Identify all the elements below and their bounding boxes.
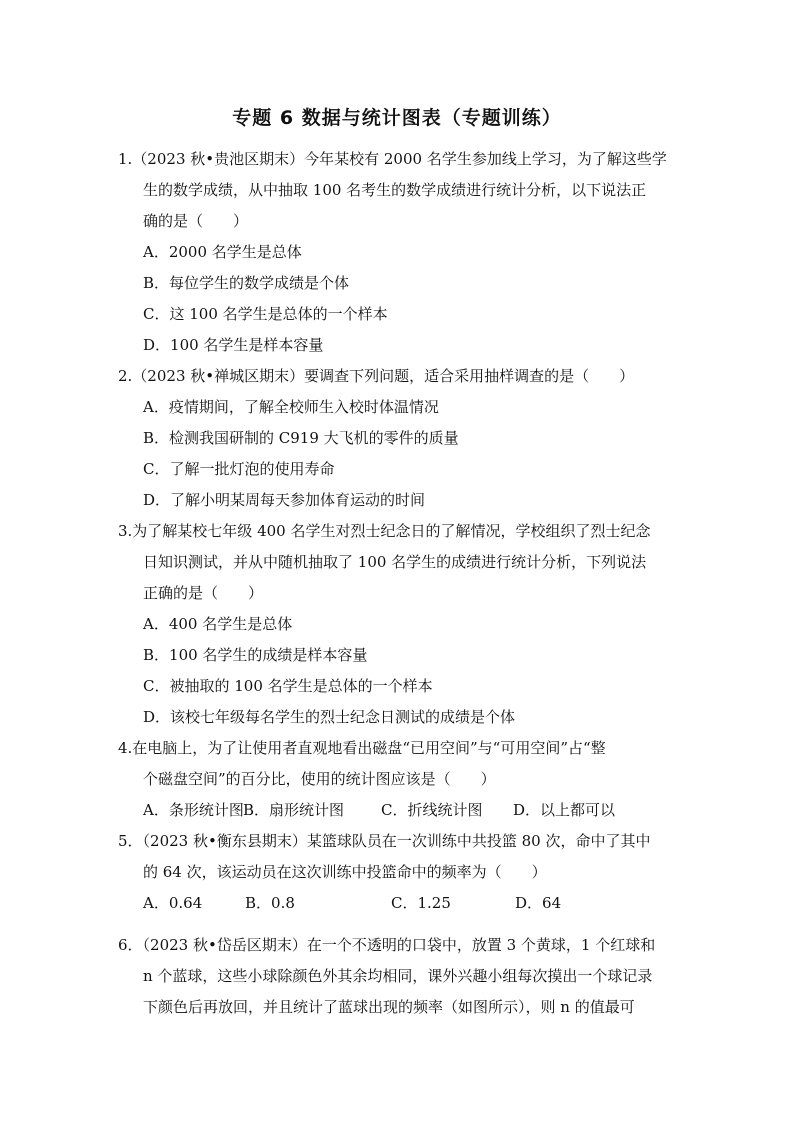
question-1-stem-line-1: 1.（2023 秋•贵池区期末）今年某校有 2000 名学生参加线上学习，为了解这些学 bbox=[118, 150, 667, 168]
question-2-option-d: D．了解小明某周每天参加体育运动的时间 bbox=[143, 491, 426, 509]
question-5 bbox=[118, 826, 684, 919]
question-5-stem-line-2: 的 64 次，该运动员在这次训练中投篮命中的频率为（ ） bbox=[143, 863, 547, 881]
question-1-stem-line-2: 生的数学成绩，从中抽取 100 名考生的数学成绩进行统计分析，以下说法正 bbox=[143, 181, 647, 199]
question-2 bbox=[118, 361, 684, 516]
question-1 bbox=[118, 144, 684, 361]
question-2-option-c: C．了解一批灯泡的使用寿命 bbox=[143, 460, 335, 478]
question-3-option-c: C．被抽取的 100 名学生是总体的一个样本 bbox=[143, 677, 433, 695]
question-4-stem-line-2: 个磁盘空间”的百分比，使用的统计图应该是（ ） bbox=[143, 770, 496, 788]
question-1-option-a: A．2000 名学生是总体 bbox=[143, 243, 302, 261]
question-list bbox=[118, 144, 684, 1023]
question-4-option-d: D．以上都可以 bbox=[513, 801, 616, 819]
question-5-option-a: A．0.64 bbox=[143, 894, 203, 912]
question-1-option-b: B．每位学生的数学成绩是个体 bbox=[143, 274, 350, 292]
question-3-stem-line-2: 日知识测试，并从中随机抽取了 100 名学生的成绩进行统计分析，下列说法 bbox=[143, 553, 647, 571]
question-1-stem-line-3: 确的是（ ） bbox=[143, 212, 249, 230]
question-4-option-b: B．扇形统计图 bbox=[243, 801, 345, 819]
question-5-option-d: D．64 bbox=[515, 894, 562, 912]
question-3 bbox=[118, 516, 684, 733]
question-4-options bbox=[118, 795, 684, 826]
question-4 bbox=[118, 733, 684, 826]
question-6-stem-line-1: 6．（2023 秋•岱岳区期末）在一个不透明的口袋中，放置 3 个黄球，1 个红球和 bbox=[118, 936, 656, 954]
question-6-stem-line-2: n 个蓝球，这些小球除颜色外其余均相同，课外兴趣小组每次摸出一个球记录 bbox=[143, 967, 653, 985]
question-2-option-b: B．检测我国研制的 C919 大飞机的零件的质量 bbox=[143, 429, 459, 447]
question-2-stem-line-1: 2.（2023 秋•禅城区期末）要调查下列问题，适合采用抽样调查的是（ ） bbox=[118, 367, 635, 385]
question-2-option-a: A．疫情期间，了解全校师生入校时体温情况 bbox=[143, 398, 439, 416]
question-1-option-d: D．100 名学生是样本容量 bbox=[143, 336, 324, 354]
question-6-stem-line-3: 下颜色后再放回，并且统计了蓝球出现的频率（如图所示），则 n 的值最可 bbox=[143, 998, 635, 1016]
question-3-option-a: A．400 名学生是总体 bbox=[143, 615, 293, 633]
question-3-option-d: D．该校七年级每名学生的烈士纪念日测试的成绩是个体 bbox=[143, 708, 516, 726]
question-5-stem-line-1: 5．（2023 秋•衡东县期末）某篮球队员在一次训练中共投篮 80 次，命中了其中 bbox=[118, 832, 651, 850]
page-title: 专题 6 数据与统计图表（专题训练） bbox=[232, 107, 562, 129]
question-3-option-b: B．100 名学生的成绩是样本容量 bbox=[143, 646, 368, 664]
question-4-option-a: A．条形统计图 bbox=[143, 801, 244, 819]
question-6 bbox=[118, 930, 684, 1023]
question-5-options bbox=[118, 888, 684, 919]
question-3-stem-line-3: 正确的是（ ） bbox=[143, 584, 264, 602]
question-5-option-b: B．0.8 bbox=[245, 894, 295, 912]
question-5-option-c: C．1.25 bbox=[391, 894, 451, 912]
question-3-stem-line-1: 3.为了解某校七年级 400 名学生对烈士纪念日的了解情况，学校组织了烈士纪念 bbox=[118, 522, 651, 540]
question-4-option-c: C．折线统计图 bbox=[381, 801, 483, 819]
question-1-option-c: C．这 100 名学生是总体的一个样本 bbox=[143, 305, 388, 323]
question-4-stem-line-1: 4.在电脑上，为了让使用者直观地看出磁盘“已用空间”与“可用空间”占“整 bbox=[118, 739, 606, 757]
